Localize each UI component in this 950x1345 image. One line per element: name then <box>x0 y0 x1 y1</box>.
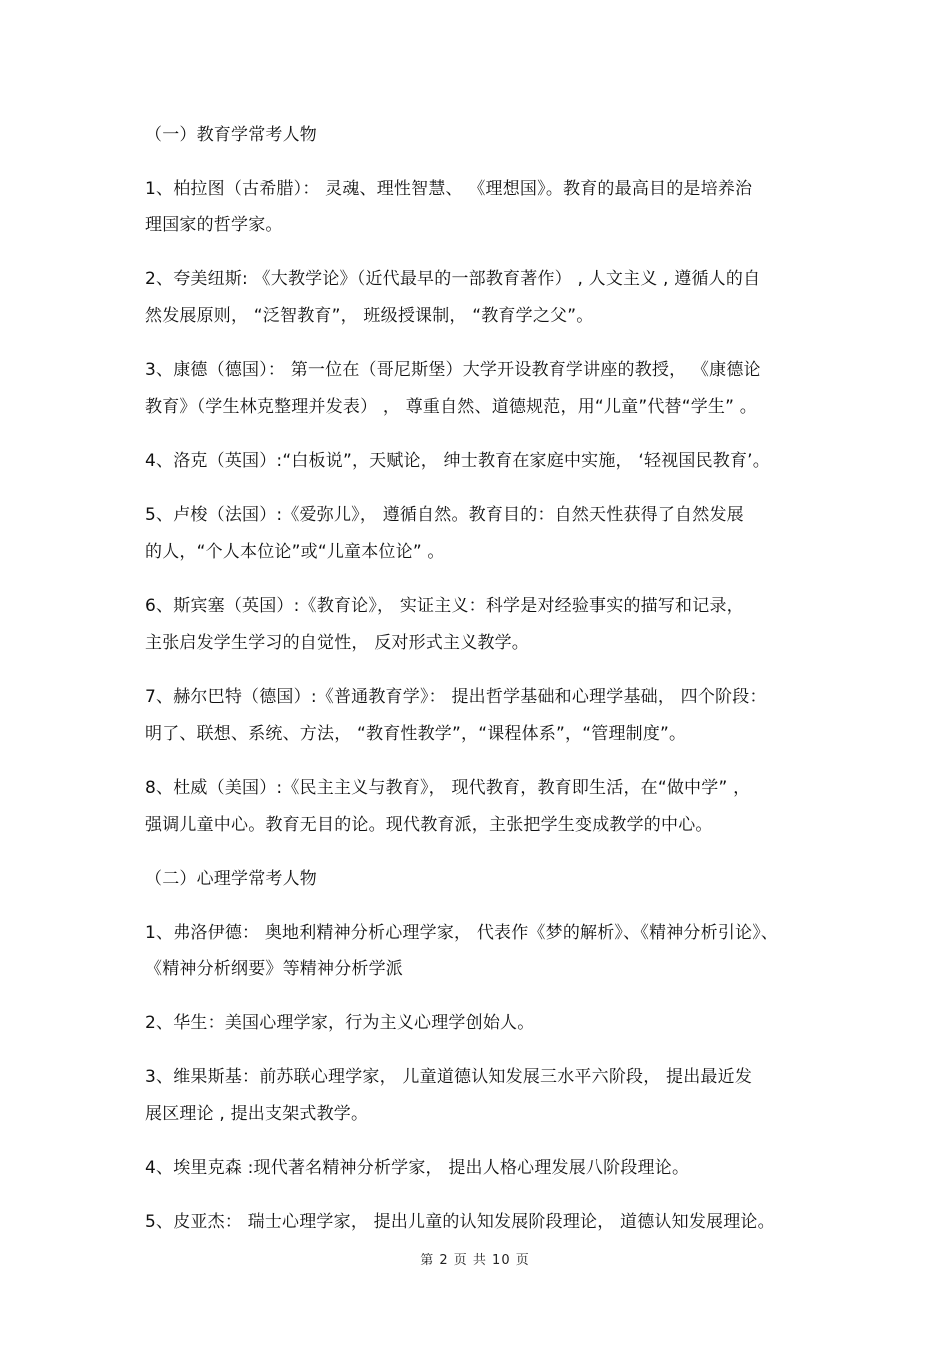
paragraph-line: 5、卢梭（法国）:《爱弥儿》， 遵循自然。教育目的：自然天性获得了自然发展 <box>145 505 744 525</box>
paragraph-line: 理国家的哲学家。 <box>145 215 283 235</box>
paragraph-line: 5、皮亚杰： 瑞士心理学家， 提出儿童的认知发展阶段理论， 道德认知发展理论。 <box>145 1212 775 1232</box>
paragraph-line: 8、杜威（美国）:《民主主义与教育》， 现代教育，教育即生活，在“做中学” ， <box>145 778 751 798</box>
paragraph-line: 2、华生：美国心理学家，行为主义心理学创始人。 <box>145 1013 535 1033</box>
paragraph-line: 1、柏拉图（古希腊）： 灵魂、理性智慧、 《理想国》。教育的最高目的是培养治 <box>145 179 753 199</box>
paragraph-line: 3、康德（德国）： 第一位在（哥尼斯堡）大学开设教育学讲座的教授， 《康德论 <box>145 360 761 380</box>
paragraph-line: 强调儿童中心。教育无目的论。现代教育派，主张把学生变成教学的中心。 <box>145 815 713 835</box>
section-heading-psychology: （二）心理学常考人物 <box>145 869 317 889</box>
paragraph-line: 明了、联想、系统、方法， “教育性教学”，“课程体系”，“管理制度”。 <box>145 724 687 744</box>
paragraph-line: 然发展原则， “泛智教育”， 班级授课制， “教育学之父”。 <box>145 306 594 326</box>
section-heading-education: （一）教育学常考人物 <box>145 125 317 145</box>
paragraph-line: 主张启发学生学习的自觉性， 反对形式主义教学。 <box>145 633 530 653</box>
paragraph-line: 6、斯宾塞（英国）:《教育论》， 实证主义：科学是对经验事实的描写和记录， <box>145 596 744 616</box>
page-number-footer: 第 2 页 共 10 页 <box>420 1253 530 1268</box>
paragraph-line: 《精神分析纲要》等精神分析学派 <box>145 959 403 979</box>
paragraph-line: 4、埃里克森 :现代著名精神分析学家， 提出人格心理发展八阶段理论。 <box>145 1158 690 1178</box>
paragraph-line: 4、洛克（英国）:“白板说”，天赋论， 绅士教育在家庭中实施， ‘轻视国民教育’。 <box>145 451 770 471</box>
paragraph-line: 展区理论 , 提出支架式教学。 <box>145 1104 369 1124</box>
paragraph-line: 1、弗洛伊德： 奥地利精神分析心理学家， 代表作《梦的解析》、《精神分析引论》、 <box>145 923 779 943</box>
paragraph-line: 7、赫尔巴特（德国）:《普通教育学》： 提出哲学基础和心理学基础， 四个阶段： <box>145 687 767 707</box>
paragraph-line: 3、维果斯基：前苏联心理学家， 儿童道德认知发展三水平六阶段， 提出最近发 <box>145 1067 753 1087</box>
paragraph-line: 的人，“个人本位论”或“儿童本位论” 。 <box>145 542 445 562</box>
paragraph-line: 2、夸美纽斯: 《大教学论》（近代最早的一部教育著作） , 人文主义 , 遵循人的自 <box>145 269 761 289</box>
paragraph-line: 教育》（学生林克整理并发表） ， 尊重自然、道德规范，用“儿童”代替“学生” 。 <box>145 397 757 417</box>
